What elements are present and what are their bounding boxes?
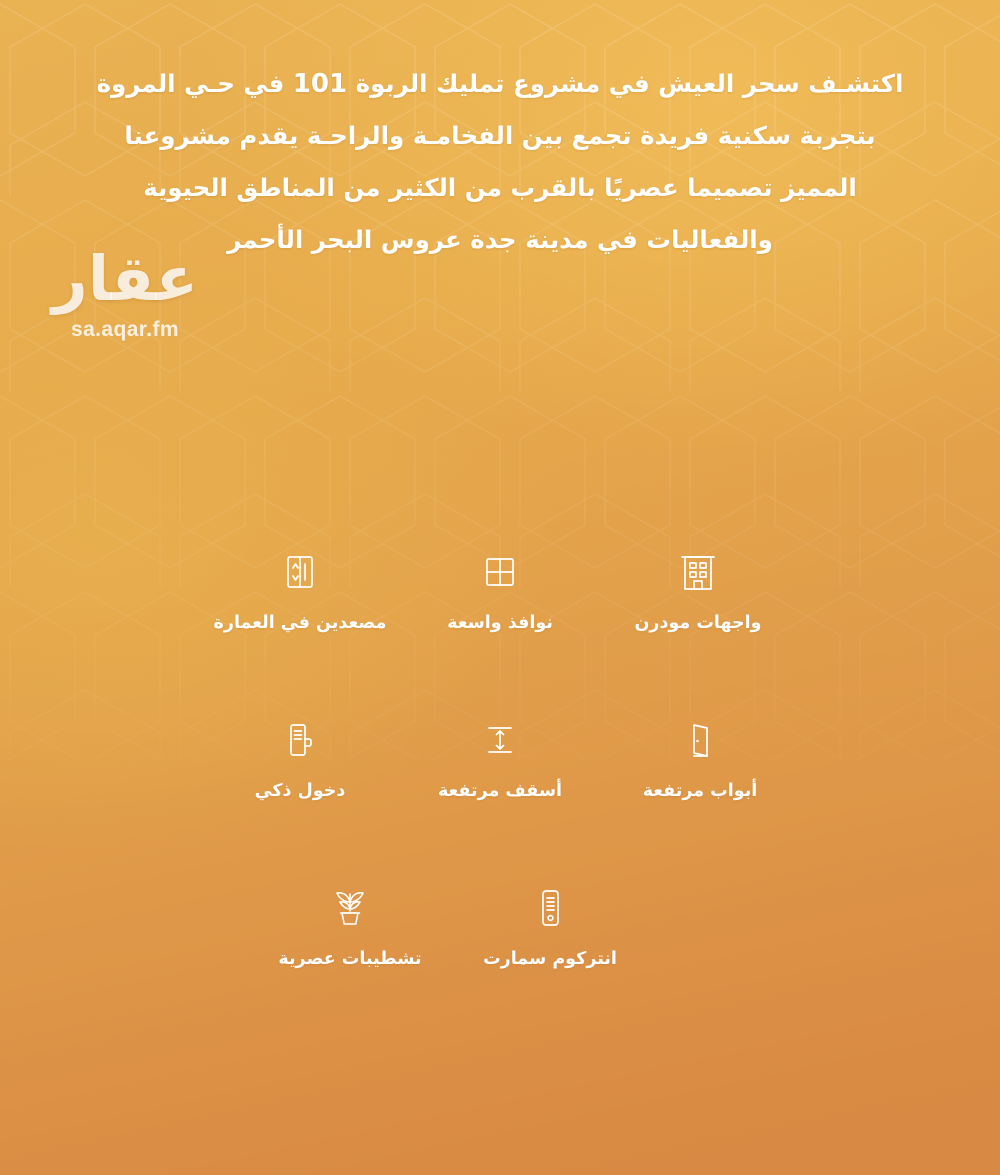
headline-line-2: بتجربة سكنية فريدة تجمع بين الفخامـة والراحـة يقدم مشروعنا	[124, 121, 876, 150]
headline-line-3: المميز تصميما عصريًا بالقرب من الكثير من المناطق الحيوية	[143, 173, 857, 202]
intercom-icon	[450, 881, 650, 935]
features-section	[0, 545, 1000, 1049]
headline-project-number: 101	[292, 69, 348, 99]
feature-label: نوافذ واسعة	[447, 613, 553, 633]
feature-label: انتركوم سمارت	[483, 949, 617, 969]
feature-label: أبواب مرتفعة	[642, 781, 758, 801]
headline	[70, 58, 930, 266]
headline-line-4: والفعاليات في مدينة جدة عروس البحر الأحمر	[227, 225, 773, 254]
feature-label: واجهات مودرن	[634, 613, 762, 633]
feature-item	[400, 713, 600, 801]
features-row	[0, 881, 900, 969]
feature-label: دخول ذكي	[254, 781, 346, 801]
plant-pot-icon	[250, 881, 450, 935]
feature-item	[250, 881, 450, 969]
door-icon	[600, 713, 800, 767]
feature-label: تشطيبات عصرية	[278, 949, 422, 969]
headline-line-1-before: اكتشـف سحر العيش في مشروع تمليك الربوة	[355, 69, 904, 98]
feature-item	[400, 545, 600, 633]
watermark-brand-arabic: عقار	[52, 242, 198, 315]
feature-item	[600, 713, 800, 801]
feature-item	[598, 545, 798, 633]
headline-line-1	[70, 58, 930, 110]
ceiling-height-icon	[400, 713, 600, 767]
watermark-url: sa.aqar.fm	[71, 318, 179, 341]
smart-lock-icon	[200, 713, 400, 767]
feature-item	[200, 713, 400, 801]
features-row	[0, 713, 1000, 801]
feature-item	[450, 881, 650, 969]
window-grid-icon	[400, 545, 600, 599]
building-facade-icon	[598, 545, 798, 599]
feature-label: مصعدين في العمارة	[213, 613, 387, 633]
feature-item	[200, 545, 400, 633]
feature-label: أسقف مرتفعة	[437, 781, 563, 801]
headline-line-1-after: في حـي المروة	[96, 69, 285, 98]
features-row	[0, 545, 1000, 633]
elevator-icon	[200, 545, 400, 599]
